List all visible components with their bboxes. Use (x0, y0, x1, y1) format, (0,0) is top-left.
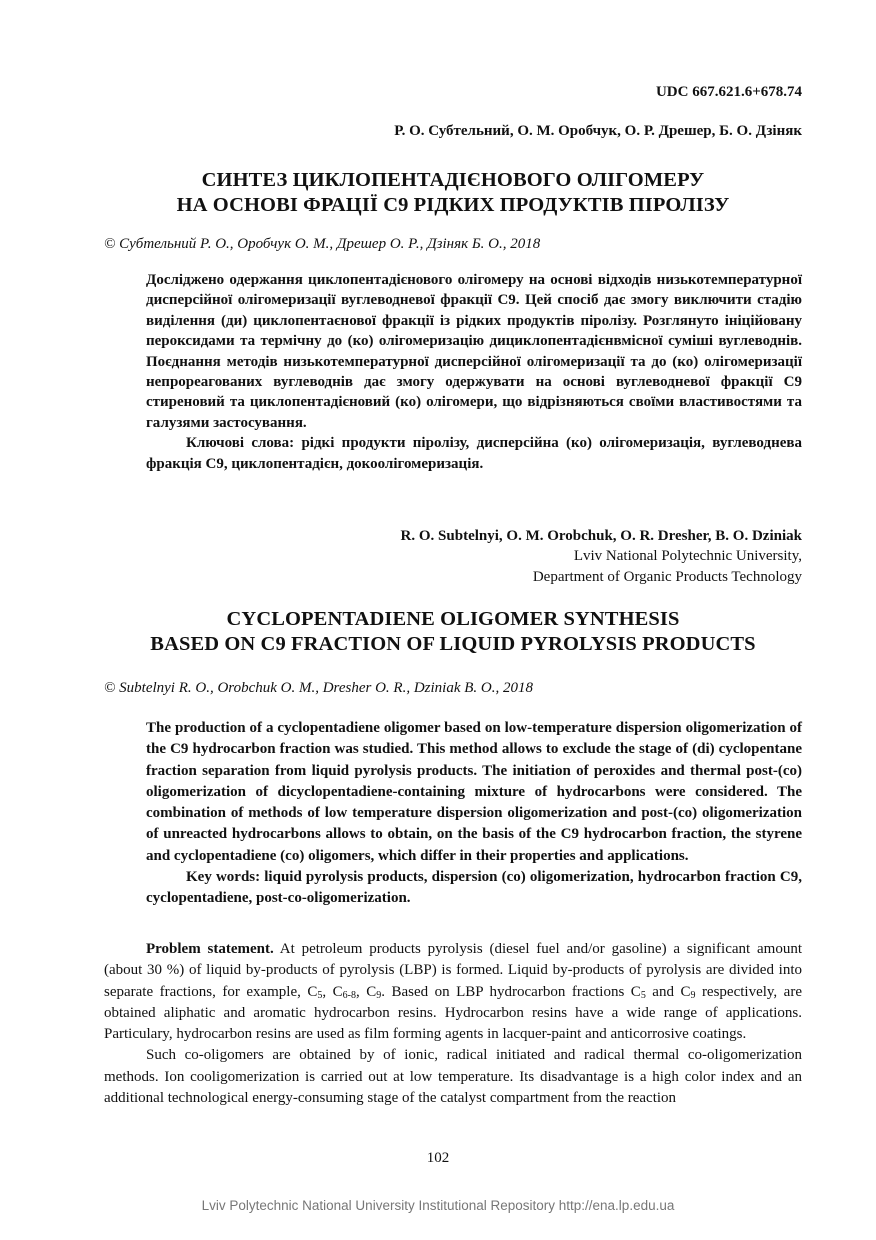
title-english (104, 607, 802, 657)
subscript: 9 (376, 989, 382, 1001)
subscript: 6-8 (342, 989, 356, 1001)
abstract-english-text: The production of a cyclopentadiene oligomer based on low-temperature dispersion oligomerization of the C9 hydrocarbon fraction was studied. This method allows to exclude the stage of (di) cyclopentane fraction separation from liquid pyrolysis products. The initiation of peroxides and thermal post-(co) oligomerization of dicyclopentadiene-containing mixture of hydrocarbons were considered. The combination of methods of low temperature dispersion oligomerization and post-(co) oligomerization of unreacted hydrocarbons allows to obtain, on the basis of the C9 hydrocarbon fraction, the styrene and cyclopentadiene (co) oligomers, which differ in their properties and applications. (146, 720, 802, 864)
title-english-line1: CYCLOPENTADIENE OLIGOMER SYNTHESIS (226, 608, 680, 630)
paragraph-text: and C (645, 983, 691, 1000)
abstract-english (146, 718, 802, 910)
page-number: 102 (426, 1150, 450, 1166)
subscript: 5 (640, 989, 646, 1001)
affiliation-university: Lviv National Polytechnic University, (573, 548, 802, 565)
paragraph-text: At petroleum products pyrolysis (diesel fuel and/or gasoline) a significant amount (about 30 %) of liquid by-products of pyrolysis (LBP) is formed. Liquid by-products of pyrolysis are divided into separate fractions, for example, C (104, 941, 802, 1000)
abstract-ukrainian (146, 270, 802, 474)
title-ukrainian (104, 168, 802, 218)
title-ukrainian-line2: НА ОСНОВІ ФРАЦІЇ С9 РІДКИХ ПРОДУКТІВ ПІРОЛІЗУ (176, 194, 730, 216)
keywords-english: Key words: liquid pyrolysis products, dispersion (co) oligomerization, hydrocarbon fraction C9, cyclopentadiene, post-co-oligomerization. (146, 869, 802, 907)
section-lead: Problem statement. (146, 941, 274, 957)
paragraph-text: , C (322, 983, 343, 1000)
repository-footer: Lviv Polytechnic National University Institutional Repository http://ena.lp.edu.ua (201, 1198, 675, 1213)
title-english-line2: BASED ON C9 FRACTION OF LIQUID PYROLYSIS PRODUCTS (150, 633, 756, 655)
authors-ukrainian: Р. О. Субтельний, О. М. Оробчук, О. Р. Дрешер, Б. О. Дзіняк (394, 123, 802, 139)
abstract-ukrainian-text: Досліджено одержання циклопентадієнового олігомеру на основі відходів низькотемпературної дисперсійної олігомеризації вуглеводневої фракції С9. Цей спосіб дає змогу виключити стадію виділення (ди) циклопентаєнової фракції із рідких продуктів піролізу. Розглянуто ініційовану пероксидами та термічну до (ко) олігомеризацію дициклопентадієнвмісної суміші вуглеводнів. Поєднання методів низькотемпературної дисперсійної олігомеризації та до (ко) олігомеризації непрореагованих вуглеводнів дає змогу одержувати на основі вуглеводневої фракції С9 стиреновий та циклопентадієновий (ко) олігомери, що відрізняються своїми властивостями та галузями застосування. (146, 272, 802, 431)
title-ukrainian-line1: СИНТЕЗ ЦИКЛОПЕНТАДІЄНОВОГО ОЛІГОМЕРУ (201, 169, 705, 191)
subscript: 9 (690, 989, 696, 1001)
authors-english-block (104, 526, 802, 587)
copyright-ukrainian: © Субтельний Р. О., Оробчук О. М., Дрешер О. Р., Дзіняк Б. О., 2018 (104, 236, 541, 252)
udc-code: UDC 667.621.6+678.74 (655, 84, 802, 100)
body-text (104, 939, 802, 1109)
paragraph-text: . Based on LBP hydrocarbon fractions C (381, 983, 641, 1000)
authors-english: R. O. Subtelnyi, O. M. Orobchuk, O. R. Dresher, B. O. Dziniak (400, 528, 802, 544)
copyright-english: © Subtelnyi R. O., Orobchuk O. M., Dresher O. R., Dziniak B. O., 2018 (104, 680, 533, 696)
paragraph-text: , C (355, 983, 377, 1000)
paragraph-co-oligomers: Such co-oligomers are obtained by of ionic, radical initiated and radical thermal co-oligomerization methods. Ion cooligomerization is carried out at low temperature. Its disadvantage is a high color index and an additional technological energy-consuming stage of the catalyst compartment from the reaction (104, 1047, 802, 1107)
paragraph-problem-statement (104, 939, 802, 1045)
paragraph-text: respectively, are obtained aliphatic and aromatic hydrocarbon resins. Hydrocarbon resins have a wide range of applications. Particulary, hydrocarbon resins are used as film forming agents in lacquer-paint and anticorrosive coatings. (104, 983, 802, 1043)
affiliation-department: Department of Organic Products Technology (532, 568, 802, 585)
subscript: 5 (317, 989, 323, 1001)
keywords-ukrainian: Ключові слова: рідкі продукти піролізу, дисперсійна (ко) олігомеризація, вуглеводнева фракція С9, циклопентадієн, докоолігомеризація. (146, 435, 802, 472)
